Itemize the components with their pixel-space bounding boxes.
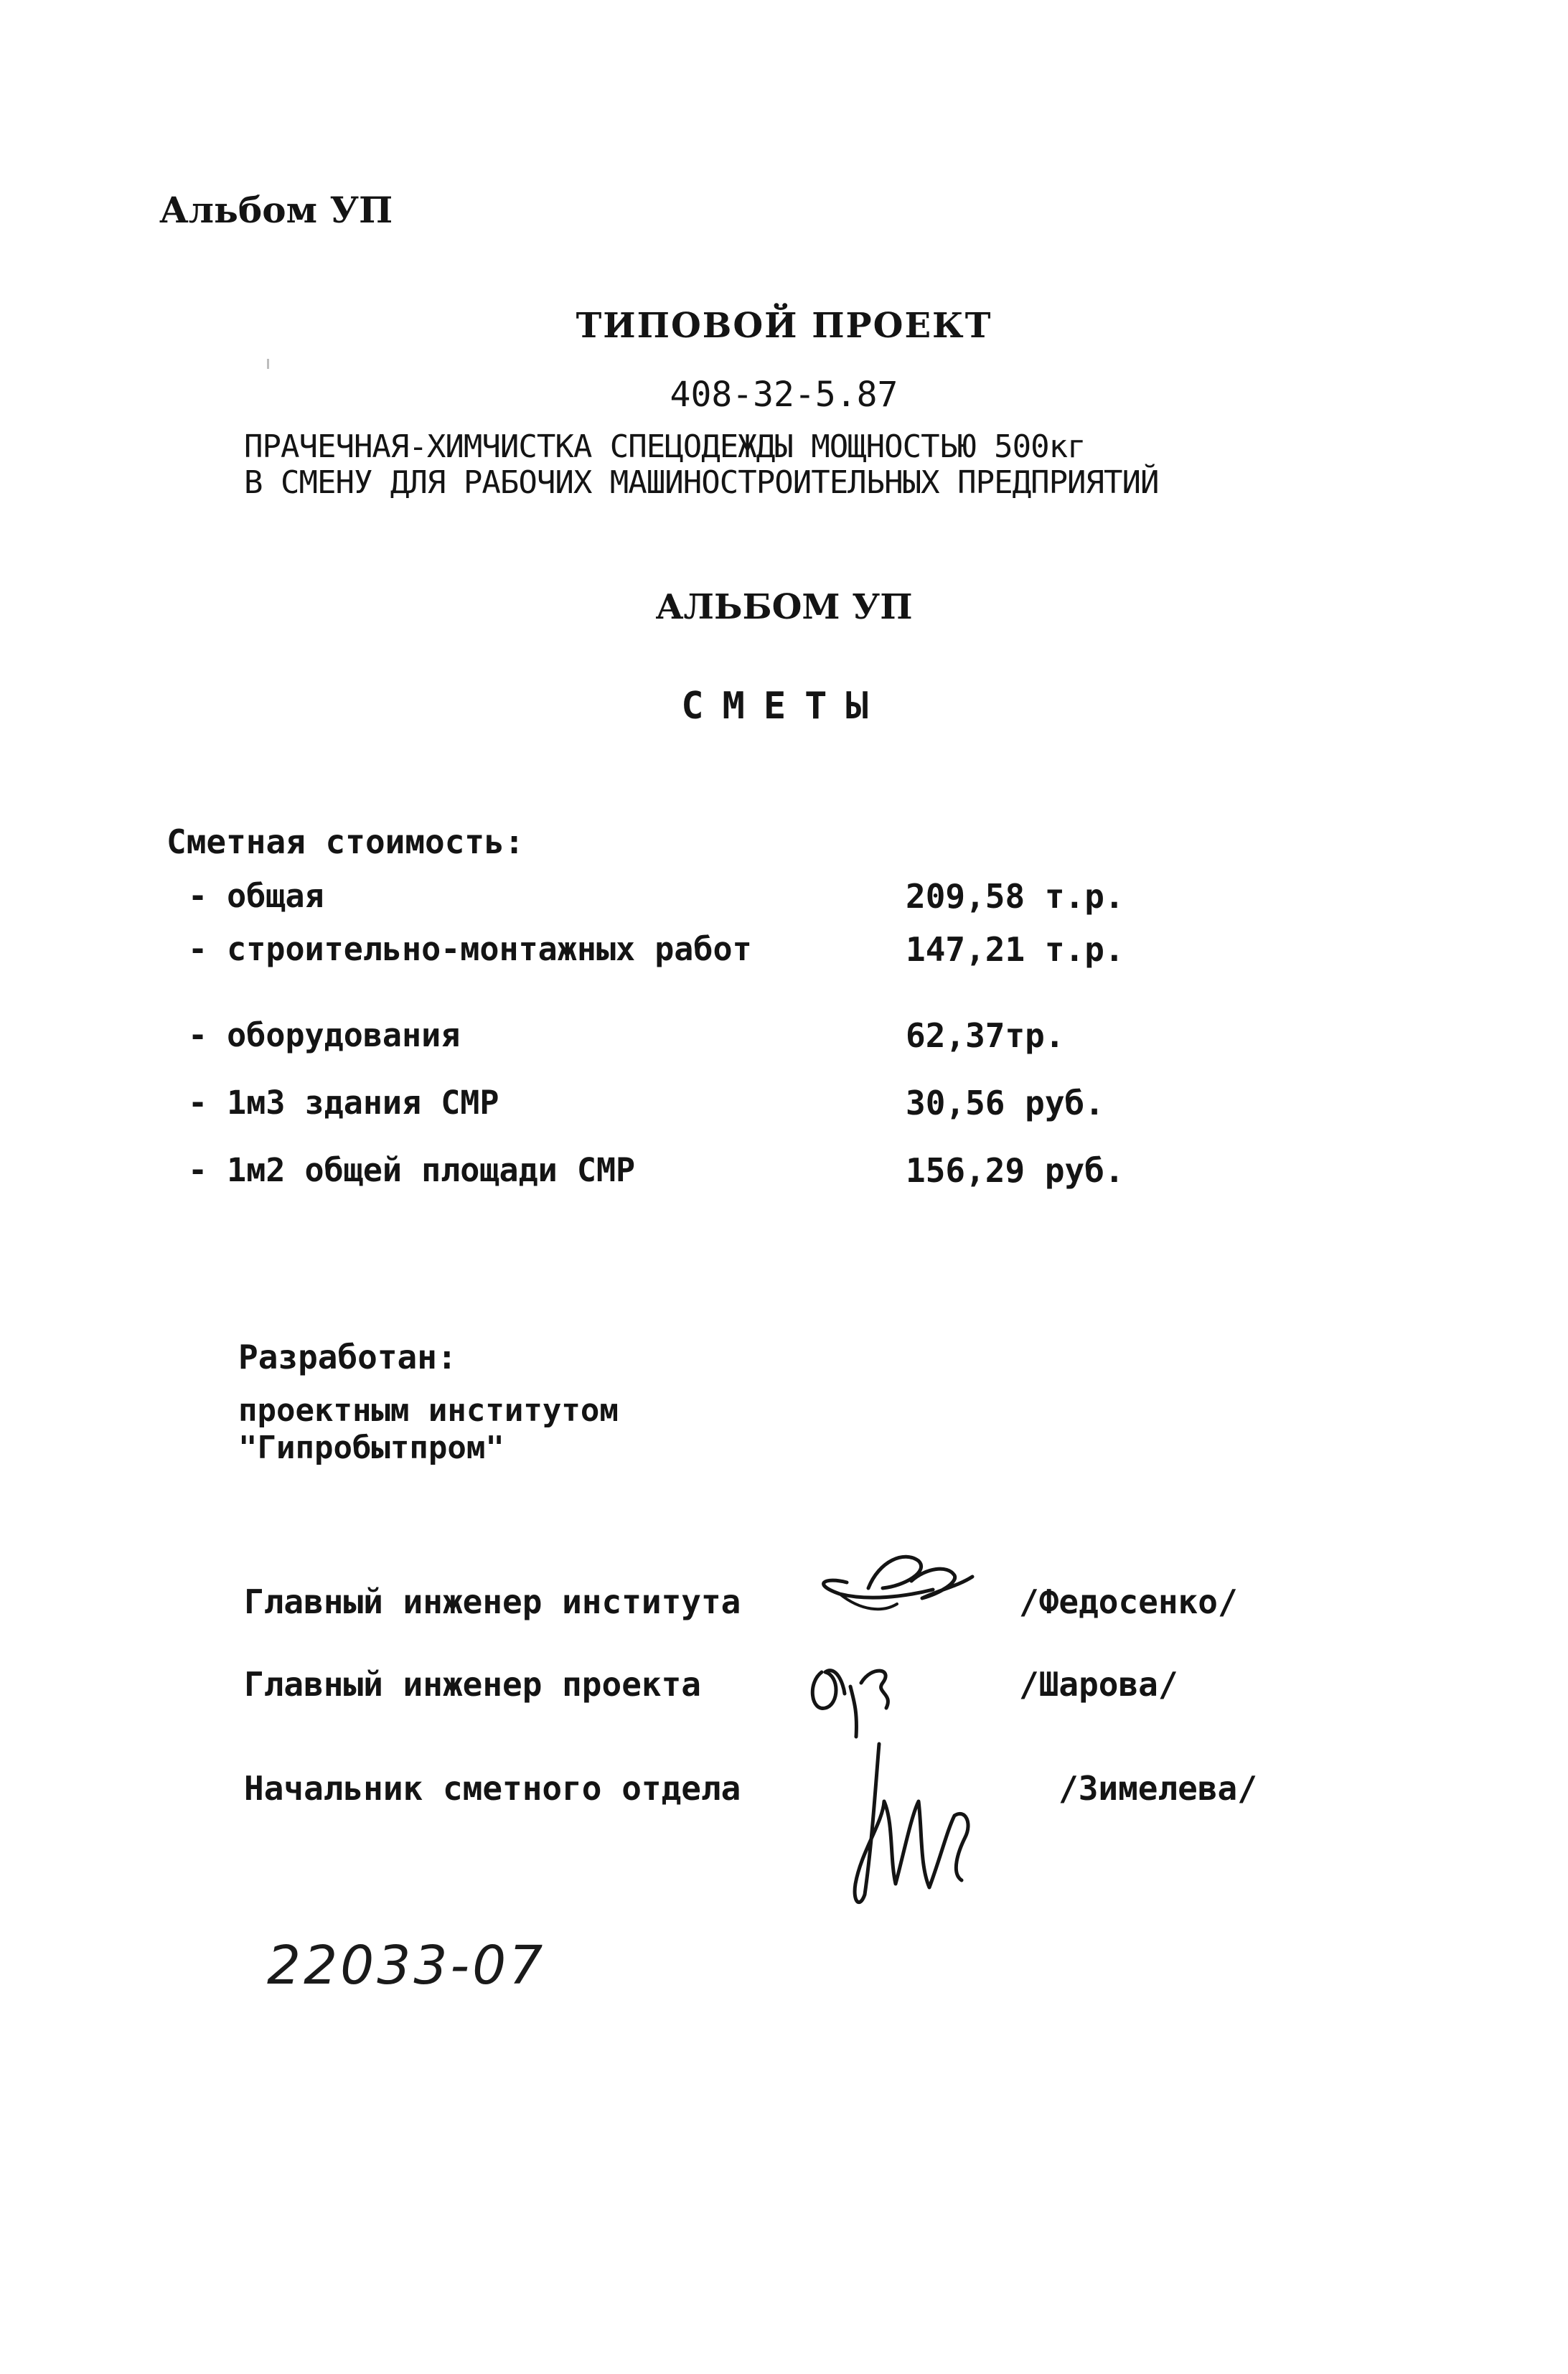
signatory-name: /Федосенко/ — [1019, 1582, 1238, 1621]
scan-speck — [267, 359, 269, 369]
section-heading: СМЕТЫ — [681, 685, 887, 728]
cost-row-per-m2 — [188, 1151, 1193, 1194]
signatory-name: /Шарова/ — [1019, 1665, 1178, 1704]
album-heading: АЛЬБОМ УП — [655, 587, 913, 627]
developer-line-2: "Гипробытпром" — [238, 1430, 504, 1466]
cost-row-equipment — [188, 1016, 1193, 1059]
cost-value: 62,37тр. — [906, 1016, 1065, 1055]
cost-value: 147,21 т.р. — [906, 930, 1125, 969]
signatory-position: Главный инженер проекта — [244, 1665, 701, 1704]
cost-label: - общая — [188, 877, 324, 915]
cost-label: - 1м2 общей площади СМР — [188, 1151, 636, 1189]
signature-fedosenko-image — [797, 1532, 983, 1633]
signature-row-chief-engineer-project — [244, 1665, 1320, 1715]
signature-row-chief-engineer-institute — [244, 1582, 1320, 1633]
cost-value: 209,58 т.р. — [906, 877, 1125, 916]
handwritten-inventory-number: 22033-07 — [267, 1935, 546, 1997]
cost-value: 156,29 руб. — [906, 1151, 1125, 1190]
cost-heading: Сметная стоимость: — [166, 822, 525, 861]
signatory-position: Начальник сметного отдела — [244, 1769, 741, 1808]
signatory-name: /Зимелева/ — [1058, 1769, 1257, 1808]
project-title — [244, 429, 1292, 501]
developed-heading: Разработан: — [238, 1338, 457, 1376]
project-number: 408-32-5.87 — [670, 375, 898, 415]
signature-row-head-estimates — [244, 1769, 1320, 1819]
project-type-heading: ТИПОВОЙ ПРОЕКТ — [576, 306, 992, 346]
cost-label: - 1м3 здания СМР — [188, 1084, 499, 1122]
signatory-position: Главный инженер института — [244, 1582, 741, 1621]
cost-label: - оборудования — [188, 1016, 461, 1054]
project-title-line-1: ПРАЧЕЧНАЯ-ХИМЧИСТКА СПЕЦОДЕЖДЫ МОЩНОСТЬЮ 500кг — [244, 428, 1086, 465]
album-corner-label: Альбом УП — [159, 189, 393, 231]
signature-zimeleva-image — [840, 1730, 1005, 1916]
cost-row-total — [188, 877, 1193, 920]
cost-row-per-m3 — [188, 1084, 1193, 1127]
cost-row-construction — [188, 930, 1193, 973]
cost-label: - строительно-монтажных работ — [188, 930, 752, 968]
developer-line-1: проектным институтом — [238, 1392, 619, 1429]
cost-value: 30,56 руб. — [906, 1084, 1104, 1122]
project-title-line-2: В СМЕНУ ДЛЯ РАБОЧИХ МАШИНОСТРОИТЕЛЬНЫХ ПРЕДПРИЯТИЙ — [244, 464, 1159, 501]
